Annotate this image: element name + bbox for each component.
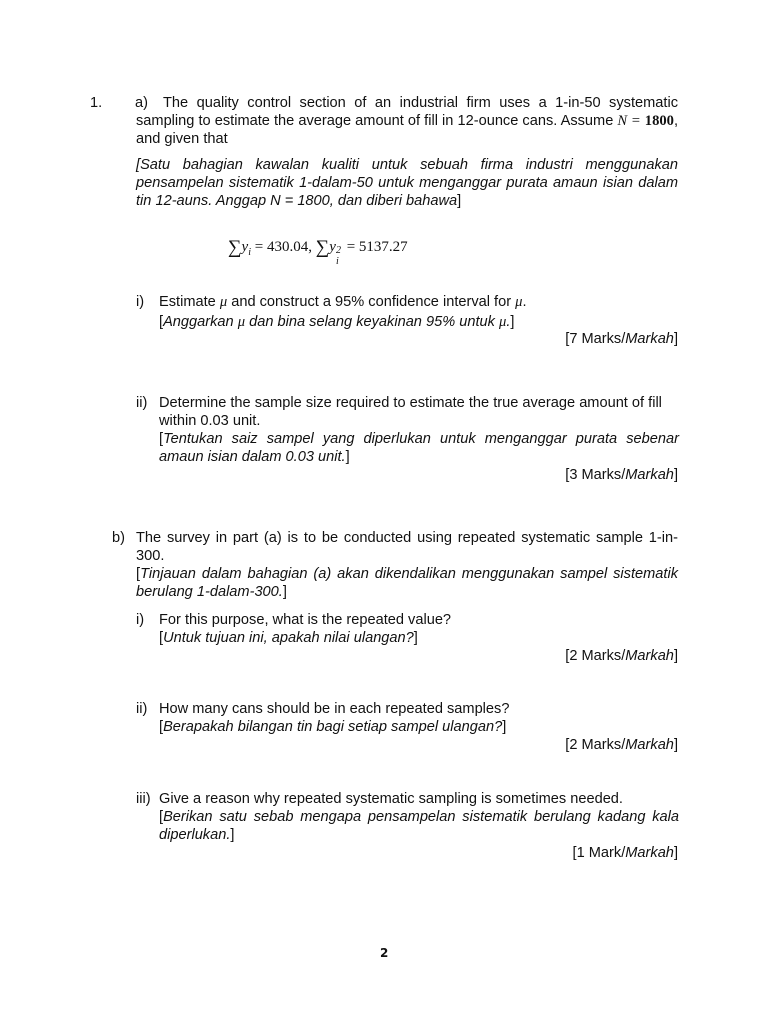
part-a-stem-tail: , and given that <box>136 113 679 147</box>
item-b-i-marks: [2 Marks/Markah] <box>565 648 678 664</box>
item-a-ii-label: ii) <box>136 395 148 411</box>
mu-symbol: μ <box>219 294 228 310</box>
item-b-iii-label: iii) <box>136 791 151 807</box>
part-a-stem-text: The quality control section of an industrial firm uses a 1-in-50 systematic sampling to estimate the average amount of fill in 12-ounce cans. Assume <box>136 95 678 129</box>
part-b-stem-en: The survey in part (a) is to be conducted using repeated systematic sample 1-in-300. <box>136 530 678 564</box>
item-b-ii-my: [Berapakah bilangan tin bagi setiap sampel ulangan?] <box>159 719 507 735</box>
summary-formula: $\sum y_i = 430.04$, ∑y 2 i = 5137.27 <box>228 237 408 267</box>
mu-symbol: μ <box>499 314 507 330</box>
sum-symbol: ∑ <box>228 237 242 258</box>
item-b-i-en: For this purpose, what is the repeated value? <box>159 612 452 628</box>
item-b-iii-en: Give a reason why repeated systematic sampling is sometimes needed. <box>159 791 623 807</box>
item-a-ii-en: Determine the sample size required to estimate the true average amount of fill within 0.03 unit. <box>159 395 662 429</box>
item-a-i-en: Estimate μ and construct a 95% confidence interval for μ. <box>159 294 527 310</box>
part-a-stem-my: [Satu bahagian kawalan kualiti untuk sebuah firma industri menggunakan pensampelan sistematik 1-dalam-50 untuk menganggar purata amaun isian dalam tin 12-auns. Anggap N = 1800, dan diberi bahawa] <box>136 157 678 209</box>
sum-symbol: ∑ <box>315 237 330 258</box>
item-b-ii-label: ii) <box>136 701 148 717</box>
item-a-ii-my: [Tentukan saiz sampel yang diperlukan untuk menganggar purata sebenar amaun isian dalam 0.03 unit.] <box>159 431 679 465</box>
mu-symbol: μ <box>237 314 246 330</box>
item-b-i-my: [Untuk tujuan ini, apakah nilai ulangan?] <box>159 630 418 646</box>
item-a-i-my: [Anggarkan μ dan bina selang keyakinan 95% untuk μ.] <box>159 314 515 330</box>
page-number: 2 <box>380 946 389 960</box>
item-b-i-label: i) <box>136 612 145 628</box>
mu-symbol: μ <box>515 294 523 310</box>
population-size-value: 1800 <box>644 113 674 129</box>
part-b-label: b) <box>112 530 125 546</box>
item-a-i-label: i) <box>136 294 145 310</box>
question-number: 1. <box>90 95 103 111</box>
population-size-symbol: N = <box>617 113 641 129</box>
item-b-ii-en: How many cans should be in each repeated samples? <box>159 701 510 717</box>
part-a-stem-en <box>136 94 678 148</box>
item-a-i-marks: [7 Marks/Markah] <box>565 331 678 347</box>
part-b-stem-my: [Tinjauan dalam bahagian (a) akan dikendalikan menggunakan sampel sistematik berulang 1-dalam-300.] <box>136 566 678 600</box>
part-a-label: a) <box>135 95 148 111</box>
sum-y-squared-value: = 5137.27 <box>342 239 408 255</box>
item-a-ii-marks: [3 Marks/Markah] <box>565 467 678 483</box>
item-b-iii-my: [Berikan satu sebab mengapa pensampelan sistematik berulang kadang kala diperlukan.] <box>159 809 679 843</box>
part-a-stem-my-text: Satu bahagian kawalan kualiti untuk sebuah firma industri menggunakan pensampelan sistematik 1-dalam-50 untuk menganggar purata amaun isian dalam tin 12-auns. Anggap N = 1800, dan diberi bahawa <box>136 157 678 209</box>
item-b-ii-marks: [2 Marks/Markah] <box>565 737 678 753</box>
item-b-iii-marks: [1 Mark/Markah] <box>572 845 678 861</box>
sum-y-value: = 430.04, <box>251 239 316 255</box>
